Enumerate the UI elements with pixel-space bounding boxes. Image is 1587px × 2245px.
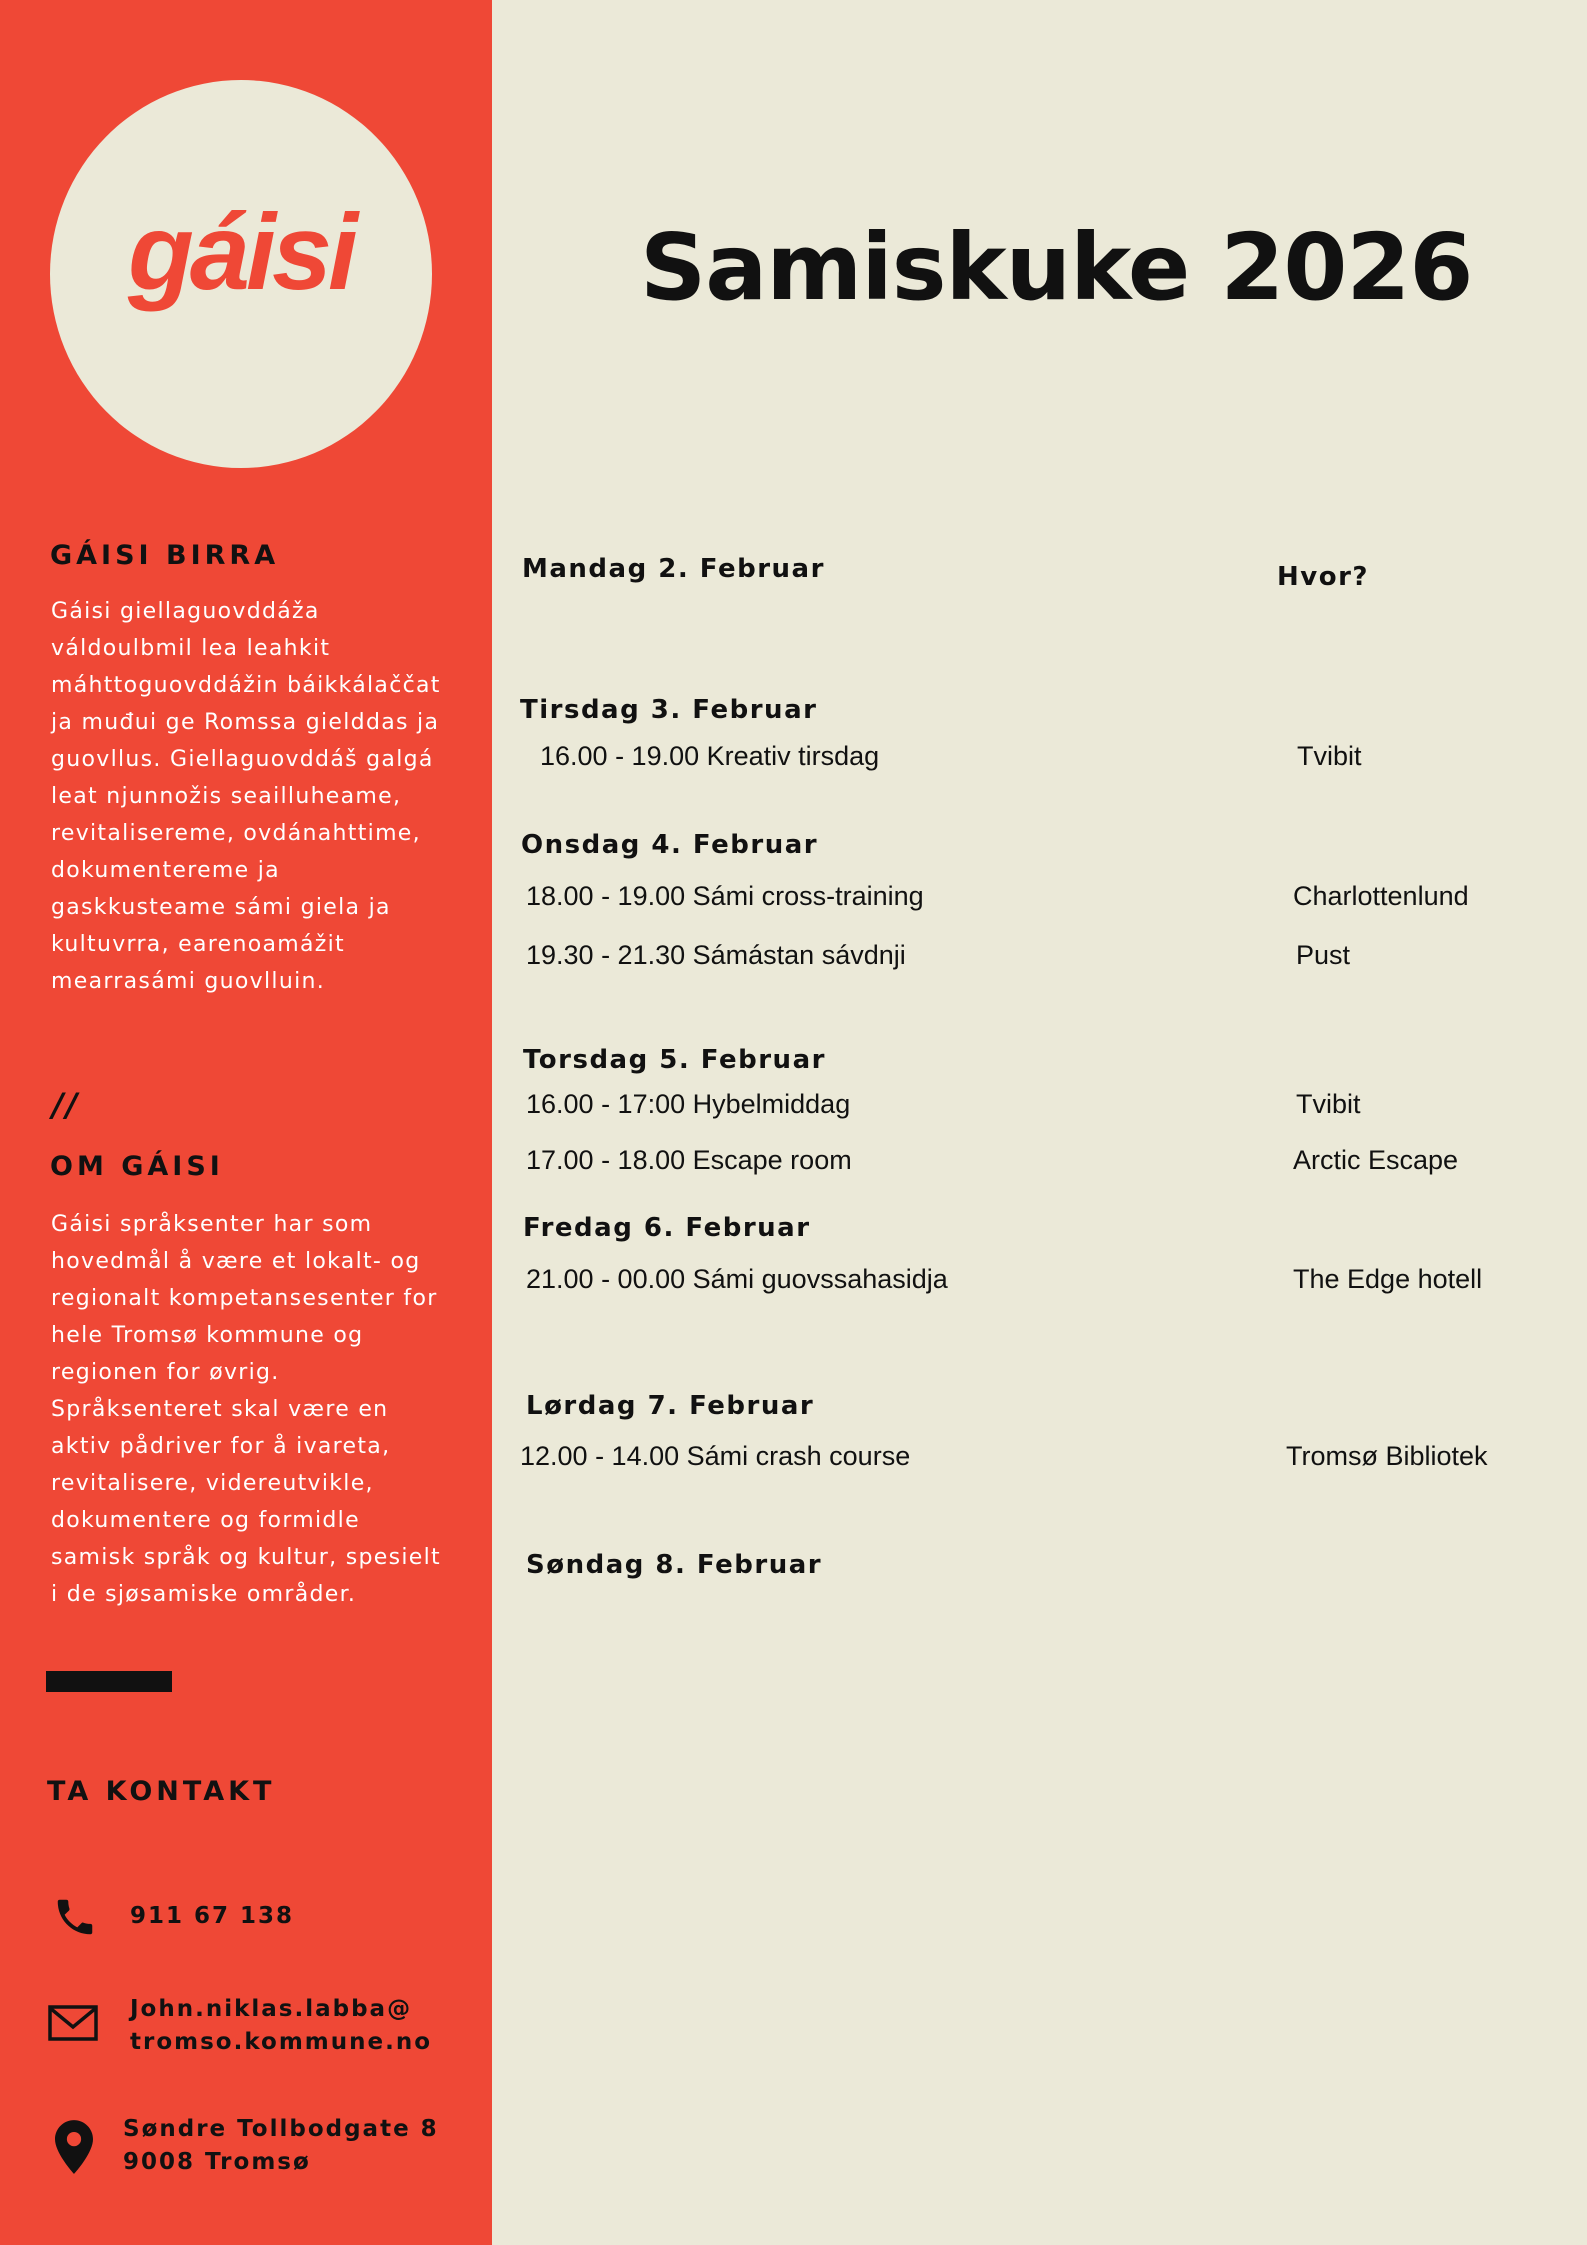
about-no-body: Gáisi språksenter har som hovedmål å være et lokalt- og regionalt kompetansesenter for hele Tromsø kommune og regionen for øvrig. Språksenteret skal være en aktiv pådriver for å ivareta, revitalisere, videreutvikle, dokumentere og formidle samisk språk og kultur, spesielt i de sjøsamiske områder.: [51, 1212, 441, 1607]
place-pust: Pust: [1296, 940, 1351, 970]
event-hybelmiddag: 16.00 - 17:00 Hybelmiddag: [526, 1089, 851, 1119]
place-the-edge-hotell: The Edge hotell: [1293, 1264, 1483, 1294]
day-tuesday: Tirsdag 3. Februar: [520, 695, 818, 725]
place-charlottenlund: Charlottenlund: [1293, 881, 1469, 911]
event-kreativ-tirsdag: 16.00 - 19.00 Kreativ tirsdag: [540, 741, 880, 771]
sidebar: [0, 0, 492, 2245]
day-saturday: Lørdag 7. Februar: [526, 1391, 815, 1421]
page-title: Samiskuke 2026: [640, 214, 1473, 321]
day-friday: Fredag 6. Februar: [523, 1213, 811, 1243]
location-pin-icon: [55, 2120, 93, 2174]
event-guovssahasidja: 21.00 - 00.00 Sámi guovssahasidja: [526, 1264, 948, 1294]
event-samastan-savdnji: 19.30 - 21.30 Sámástan sávdnji: [526, 940, 906, 970]
divider-bar: [46, 1671, 172, 1692]
contact-address-line1: Søndre Tollbodgate 8: [123, 2116, 439, 2142]
day-monday: Mandag 2. Februar: [522, 554, 825, 584]
day-wednesday: Onsdag 4. Februar: [521, 830, 819, 860]
event-escape-room: 17.00 - 18.00 Escape room: [526, 1145, 852, 1175]
day-sunday: Søndag 8. Februar: [526, 1550, 823, 1580]
contact-phone[interactable]: 911 67 138: [130, 1903, 295, 1929]
contact-address-line2: 9008 Tromsø: [123, 2149, 311, 2175]
separator-slashes: //: [52, 1086, 80, 1124]
phone-icon: [52, 1894, 98, 1940]
place-tvibit-tue: Tvibit: [1297, 741, 1362, 771]
place-tvibit-thu: Tvibit: [1296, 1089, 1361, 1119]
about-no-heading: OM GÁISI: [50, 1151, 224, 1182]
event-cross-training: 18.00 - 19.00 Sámi cross-training: [526, 881, 924, 911]
place-arctic-escape: Arctic Escape: [1293, 1145, 1459, 1175]
logo-circle: [50, 80, 432, 468]
place-tromso-bibliotek: Tromsø Bibliotek: [1286, 1441, 1488, 1471]
contact-email-line1[interactable]: John.niklas.labba@: [130, 1996, 413, 2022]
about-sami-heading: GÁISI BIRRA: [50, 540, 280, 571]
event-sami-crash-course: 12.00 - 14.00 Sámi crash course: [520, 1441, 911, 1471]
logo-text: gáisi: [127, 191, 355, 312]
about-sami-body: Gáisi giellaguovddáža váldoulbmil lea leahkit máhttoguovddážin báikkálaččat ja muđui ge Romssa gielddas ja guovllus. Giellaguovddáš galgá leat njunnožis seailluheame, revitalisereme, ovdánahttime, dokumentereme ja gaskkusteame sámi giela ja kultuvrra, earenoamážit mearrasámi guovlluin.: [51, 599, 441, 994]
where-header: Hvor?: [1277, 562, 1369, 592]
contact-email-line2[interactable]: tromso.kommune.no: [130, 2029, 433, 2055]
day-thursday: Torsdag 5. Februar: [523, 1045, 826, 1075]
contact-heading: TA KONTAKT: [47, 1776, 276, 1807]
mail-icon: [48, 2005, 98, 2041]
